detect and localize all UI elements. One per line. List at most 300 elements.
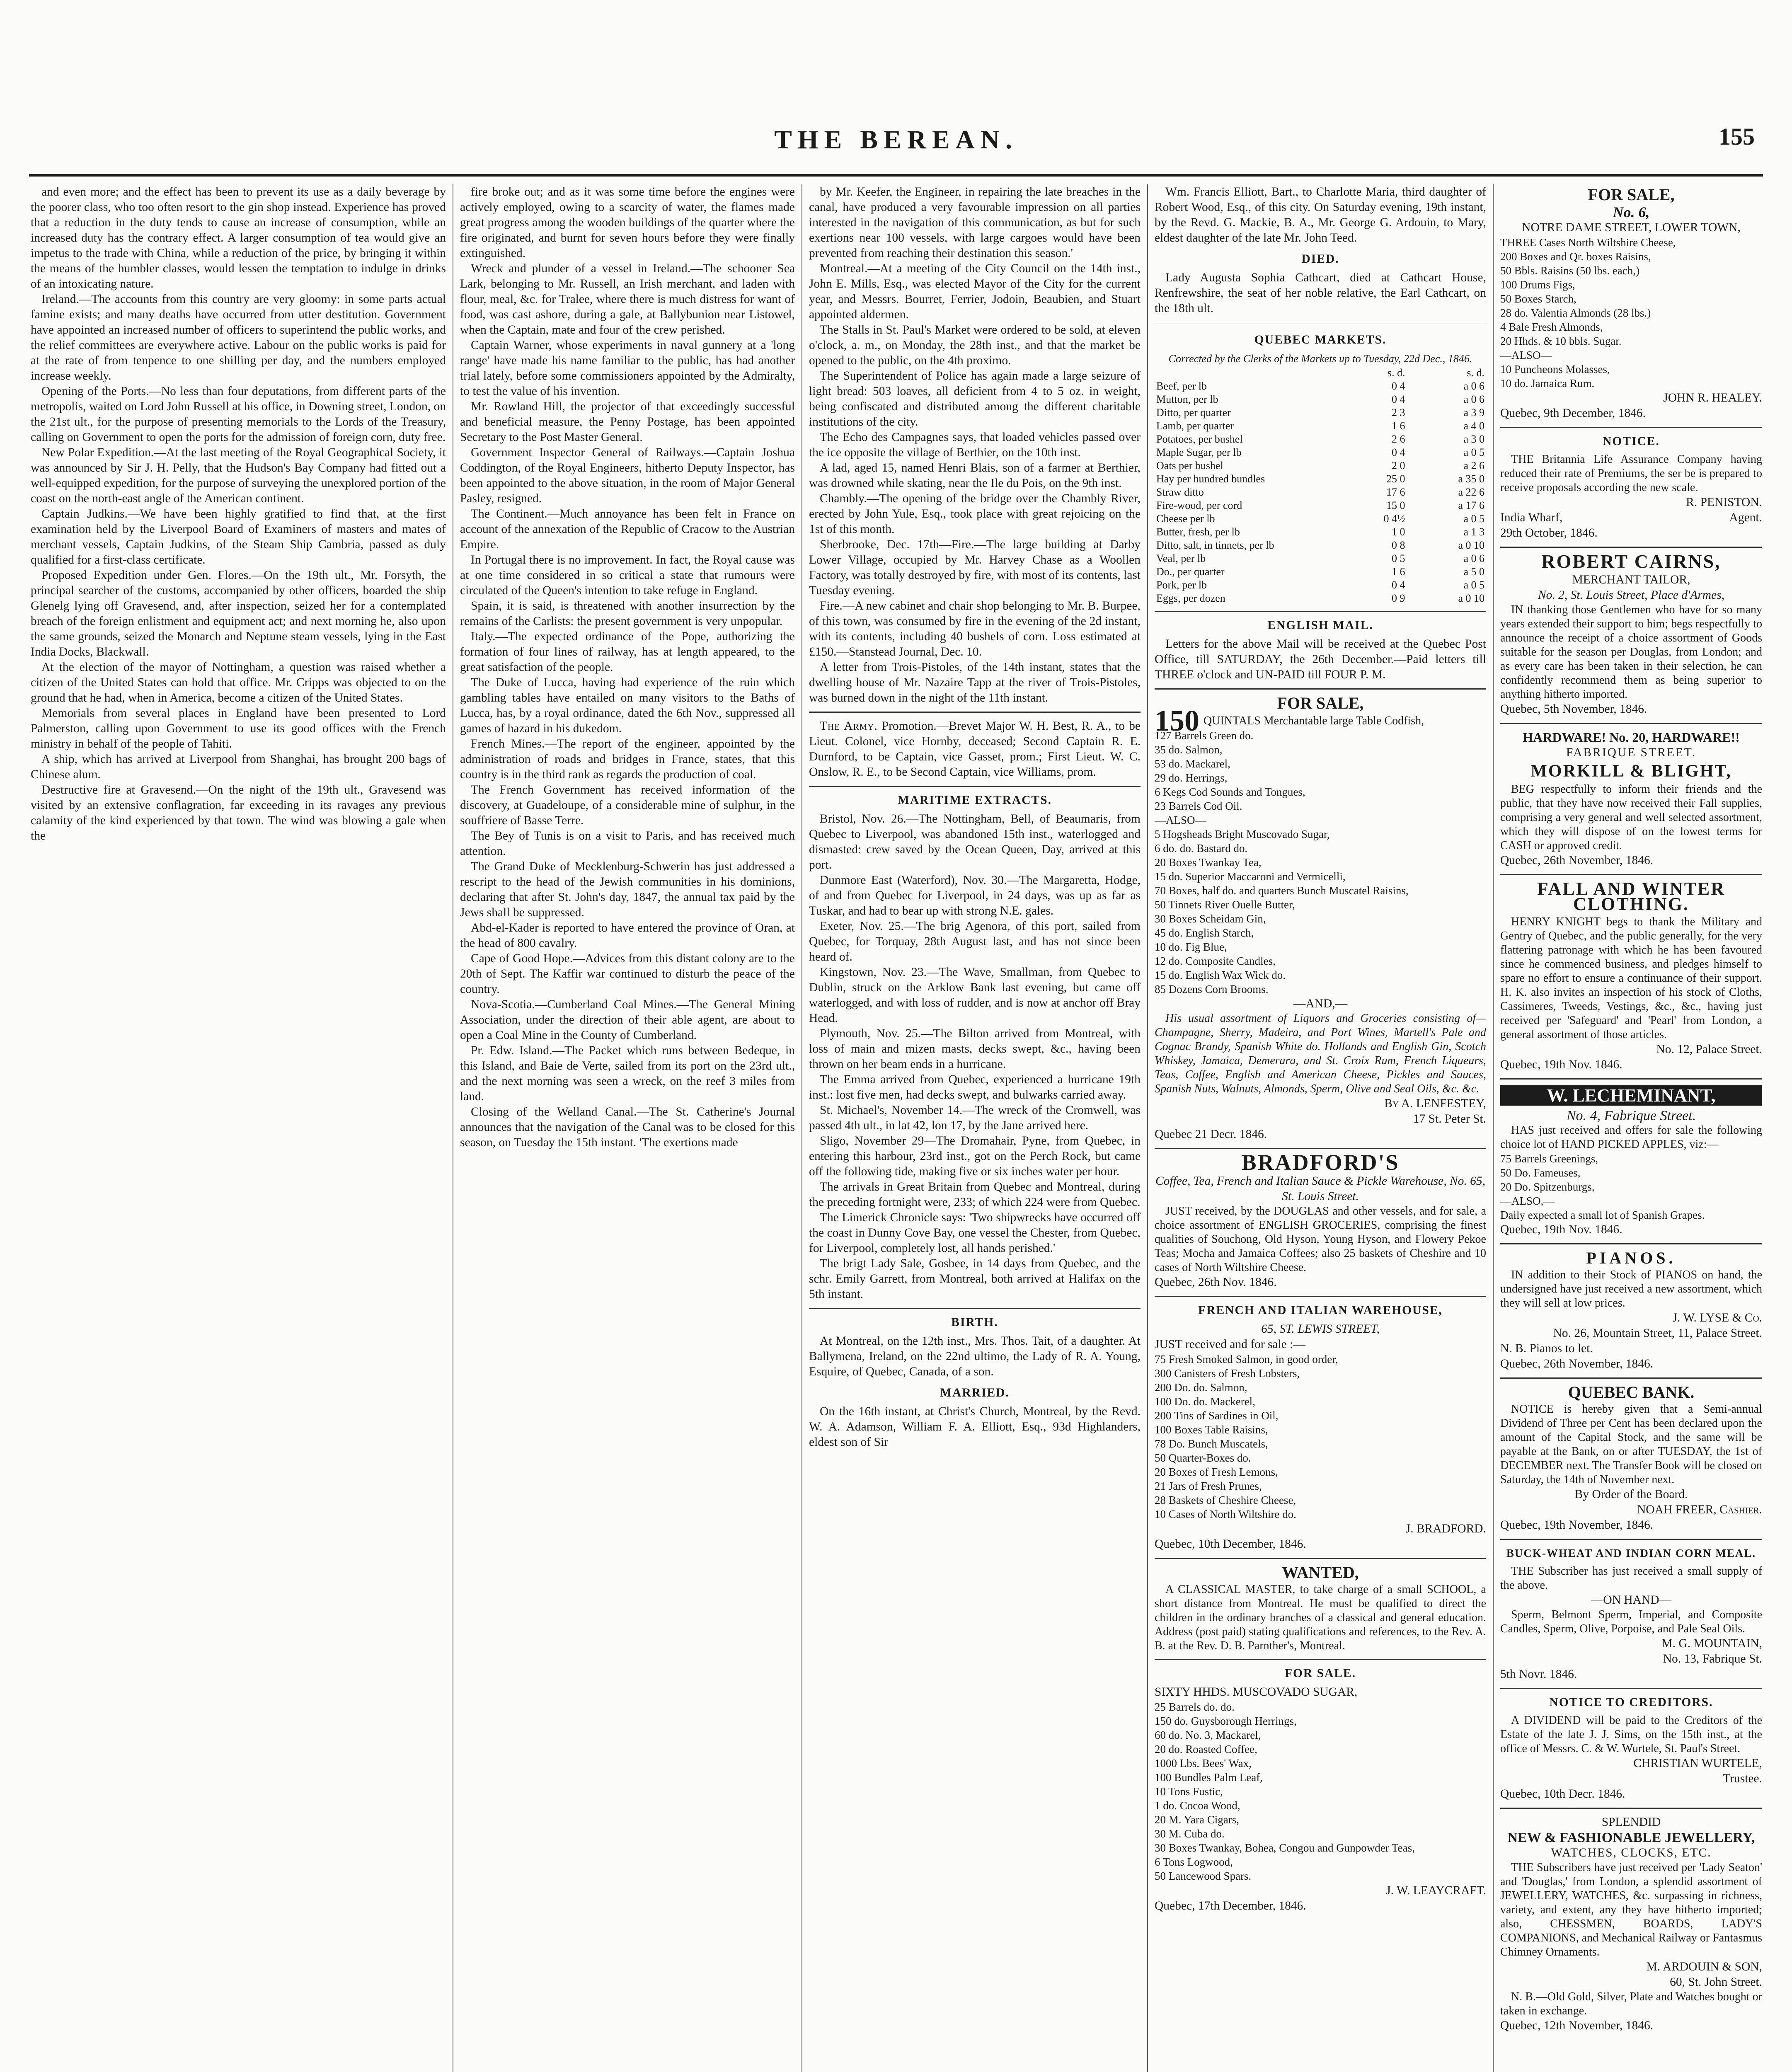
mail-text: Letters for the above Mail will be received at the Quebec Post Office, till SATURDAY, the 26th December.—Paid letters till THREE o'clock and UN-PAID till FOUR P. M. xyxy=(1155,637,1486,681)
died-title: DIED. xyxy=(1301,252,1339,266)
buckwheat-subtitle: —ON HAND— xyxy=(1591,1593,1672,1607)
section-rule xyxy=(1155,1148,1486,1149)
forsale-tail: His usual assortment of Liquors and Groceries consisting of— Champagne, Sherry, Madeira, and Port Wines, Martell's Pale and Cognac Brandy, Spanish White do. Hollands and English Gin, Scotch Whiskey, Jamaica, Demerara, and St. Croix Rum, French Liqueurs, Teas, Coffee, English and American Cheese, Pickles and Sauces, Spanish Nuts, Walnuts, Almonds, Sperm, Olive and Seal Oils, &c. &c. xyxy=(1155,1012,1486,1095)
army-notice: The Army. Promotion.—Brevet Major W. H. Best, R. A., to be Lieut. Colonel, vice Hornby, deceased; Second Captain R. E. Durnford, to be Captain, vice Gasset, prom.; First Lieut. W. C. Onslow, R. E., to be Second Captain, vice Williams, prom. xyxy=(809,719,1141,779)
article-paragraph: Memorials from several places in England have been presented to Lord Palmerston, calling upon Government to use its good offices with the French ministry in behalf of the people of Tahiti. xyxy=(31,707,446,750)
section-rule xyxy=(1155,1296,1486,1297)
article-paragraph: Destructive fire at Gravesend.—On the night of the 19th ult., Gravesend was visited by an extensive conflagration, far exceeding in its ravages any previous calamity of the kind experienced by that town. The wind was blowing a gale when the xyxy=(31,783,446,842)
bank-text: NOTICE is hereby given that a Semi-annual Dividend of Three per Cent has been declared upon the amount of the Capital Stock, and the same will be payable at the Bank, on or after TUESDAY, the 1st of DECEMBER next. The Transfer Book will be closed on Saturday, the 14th of November next. xyxy=(1500,1403,1762,1486)
market-price: 0 4 xyxy=(1392,393,1405,405)
maritime-paragraph: Kingstown, Nov. 23.—The Wave, Smallman, from Quebec to Dublin, struck on the Arklow Bank last evening, but came off waterlogged, and with loss of rudder, and is now at anchor off Bray Head. xyxy=(809,966,1141,1025)
market-price: a 0 5 xyxy=(1463,579,1484,591)
article-paragraph: The Superintendent of Police has again made a large seizure of light bread: 503 loaves, all deficient from 4 to 5 oz. in weight, being confiscated and distributed among the different charitable institutions of the city. xyxy=(809,369,1141,428)
maritime-paragraph: Bristol, Nov. 26.—The Nottingham, Bell, of Beaumaris, from Quebec to Liverpool, was abandoned 15th inst., waterlogged and dismasted: crew saved by the Ocean Queen, Day, arrived at this port. xyxy=(809,812,1141,871)
creditors-title: NOTICE TO CREDITORS. xyxy=(1549,1696,1713,1709)
market-price: a 0 5 xyxy=(1463,513,1484,525)
forsale-item: 15 do. Superior Maccaroni and Vermicelli, xyxy=(1155,870,1346,883)
market-price: a 5 0 xyxy=(1463,566,1484,578)
market-price: 17 6 xyxy=(1386,486,1405,498)
bank-signature: NOAH FREER, Cashier. xyxy=(1637,1503,1762,1516)
sugar-date: Quebec, 17th December, 1846. xyxy=(1155,1899,1306,1912)
buckwheat-title: BUCK-WHEAT AND INDIAN CORN MEAL. xyxy=(1506,1547,1756,1559)
sugar-title: FOR SALE. xyxy=(1284,1667,1356,1680)
article-paragraph: Chambly.—The opening of the bridge over the Chambly River, erected by John Yule, Esq., took place with great rejoicing on the 1st of this month. xyxy=(809,492,1141,536)
article-paragraph: Nova-Scotia.—Cumberland Coal Mines.—The General Mining Association, under the direction of their able agent, are about to open a Coal Mine in the County of Cumberland. xyxy=(460,998,795,1042)
market-row xyxy=(1155,380,1486,393)
french-warehouse-list xyxy=(1155,1352,1486,1521)
section-rule xyxy=(1500,1078,1762,1080)
forsale-title: FOR SALE, xyxy=(1277,694,1364,712)
cairns-title: ROBERT CAIRNS, xyxy=(1541,551,1721,572)
lecheminant-date: Quebec, 19th Nov. 1846. xyxy=(1500,1223,1622,1236)
buckwheat-items: Sperm, Belmont Sperm, Imperial, and Composite Candles, Sperm, Olive, Porpoise, and Pale Seal Oils. xyxy=(1500,1608,1762,1635)
no6-signature: JOHN R. HEALEY. xyxy=(1663,391,1762,404)
forsale-address: 17 St. Peter St. xyxy=(1413,1112,1486,1126)
article-paragraph: The Echo des Campagnes says, that loaded vehicles passed over the ice opposite the village of Berthier, on the 10th inst. xyxy=(809,431,1141,459)
forsale-lead-number: 150 xyxy=(1155,704,1199,737)
wanted-text: A CLASSICAL MASTER, to take charge of a small SCHOOL, a short distance from Montreal. He must be qualified to direct the children in the ordinary branches of a classical and general education. Address (post paid) stating qualifications and references, to the Rev. A. B. at the Rev. D. B. Parnther's, Montreal. xyxy=(1155,1583,1486,1652)
wanted-title: WANTED, xyxy=(1282,1563,1359,1582)
market-row xyxy=(1155,565,1486,579)
market-row xyxy=(1155,579,1486,592)
section-rule xyxy=(1155,323,1486,326)
sugar-item: 20 do. Roasted Coffee, xyxy=(1155,1743,1257,1755)
lecheminant-item: 75 Barrels Greenings, xyxy=(1500,1152,1598,1165)
market-price: 15 0 xyxy=(1386,499,1405,511)
market-price: 0 4 xyxy=(1392,579,1405,591)
forsale-item: 70 Boxes, half do. and quarters Bunch Muscatel Raisins, xyxy=(1155,884,1409,897)
sugar-item: 20 M. Yara Cigars, xyxy=(1155,1813,1240,1826)
pianos-text: IN addition to their Stock of PIANOS on hand, the undersigned have just received a new assortment, which they will sell at low prices. xyxy=(1500,1268,1762,1310)
market-item: Cheese per lb xyxy=(1156,513,1215,525)
forsale-list xyxy=(1155,729,1486,996)
birth-title: BIRTH. xyxy=(951,1316,998,1329)
sugar-lead: SIXTY HHDS. MUSCOVADO SUGAR, xyxy=(1155,1685,1358,1699)
bradford-date: Quebec, 26th Nov. 1846. xyxy=(1155,1276,1277,1289)
forsale-signature: By A. LENFESTEY, xyxy=(1384,1097,1486,1110)
lecheminant-text: HAS just received and offers for sale the following choice lot of HAND PICKED APPLES, viz:— xyxy=(1500,1124,1762,1151)
sugar-item: 30 Boxes Twankay, Bohea, Congou and Gunpowder Teas, xyxy=(1155,1842,1415,1854)
market-row xyxy=(1155,512,1486,525)
no6-item: 100 Drums Figs, xyxy=(1500,278,1575,291)
article-paragraph: Proposed Expedition under Gen. Flores.—On the 19th ult., Mr. Forsyth, the principal searcher of the customs, accompanied by other officers, boarded the ship Glenelg lying off Gravesend, and, after inspection, seized her for a contemplated breach of the foreign enlistment and equipment act; and next morning he, also upon the same grounds, seized the Monarch and Neptune steam vessels, lying in the East India Docks, Blackwall. xyxy=(31,569,446,658)
pianos-signature: J. W. LYSE & Co. xyxy=(1672,1311,1762,1324)
section-rule xyxy=(1500,1377,1762,1379)
fall-date: Quebec, 19th Nov. 1846. xyxy=(1500,1058,1622,1071)
hardware-subtitle: FABRIQUE STREET. xyxy=(1566,746,1697,759)
markets-table xyxy=(1155,366,1486,605)
section-rule xyxy=(1500,547,1762,548)
cairns-date: Quebec, 5th November, 1846. xyxy=(1500,702,1647,716)
market-price: 25 0 xyxy=(1386,473,1405,485)
pianos-address: No. 26, Mountain Street, 11, Palace Street. xyxy=(1553,1326,1762,1340)
column-divider xyxy=(1147,184,1148,2072)
cairns-subtitle: MERCHANT TAILOR, xyxy=(1572,573,1690,586)
creditors-signature: CHRISTIAN WURTELE, xyxy=(1633,1757,1762,1770)
jewellery-note: N. B.—Old Gold, Silver, Plate and Watches bought or taken in exchange. xyxy=(1500,1990,1762,2017)
article-paragraph: Closing of the Welland Canal.—The St. Catherine's Journal announces that the navigation of the Canal was to be closed for this season, on Tuesday the 15th instant. 'The exertions made xyxy=(460,1105,795,1149)
forsale-item: 20 Boxes Twankay Tea, xyxy=(1155,856,1262,869)
market-item: Hay per hundred bundles xyxy=(1156,473,1265,485)
maritime-title: MARITIME EXTRACTS. xyxy=(897,794,1052,807)
forsale-item: 85 Dozens Corn Brooms. xyxy=(1155,983,1269,995)
sugar-item: 100 Bundles Palm Leaf, xyxy=(1155,1771,1263,1784)
morkill-date: Quebec, 26th November, 1846. xyxy=(1500,854,1654,867)
fall-title: FALL AND WINTER CLOTHING. xyxy=(1537,879,1726,914)
jewellery-date: Quebec, 12th November, 1846. xyxy=(1500,2019,1654,2032)
section-rule xyxy=(1155,688,1486,690)
article-paragraph: The French Government has received information of the discovery, at Guadeloupe, of a considerable mine of sulphur, in the souffriere of Basse Terre. xyxy=(460,783,795,827)
market-row xyxy=(1155,446,1486,459)
column-4 xyxy=(1149,184,1492,2072)
market-item: Fire-wood, per cord xyxy=(1156,499,1242,511)
market-price: 0 4½ xyxy=(1383,513,1405,525)
article-paragraph: New Polar Expedition.—At the last meeting of the Royal Geographical Society, it was announced by Sir J. H. Pelly, that the Hudson's Bay Company had fitted out a well-equipped expedition, for the purpose of surveying the unexplored portion of the coast on the north-east angle of the American continent. xyxy=(31,446,446,505)
forsale-item: —ALSO— xyxy=(1155,814,1206,826)
markets-subtitle: Corrected by the Clerks of the Markets up to Tuesday, 22d Dec., 1846. xyxy=(1168,353,1472,365)
market-price: 0 4 xyxy=(1392,446,1405,458)
no6-item: 4 Bale Fresh Almonds, xyxy=(1500,321,1603,333)
lecheminant-item: —ALSO,— xyxy=(1500,1195,1555,1207)
market-price: a 17 6 xyxy=(1458,499,1484,511)
market-row xyxy=(1155,499,1486,512)
french-warehouse-address: 65, ST. LEWIS STREET, xyxy=(1261,1322,1380,1336)
market-price: 2 6 xyxy=(1392,433,1405,445)
column-2 xyxy=(454,184,801,2072)
no6-item: —ALSO— xyxy=(1500,349,1552,361)
french-warehouse-item: 200 Do. do. Salmon, xyxy=(1155,1381,1247,1394)
jewellery-text: THE Subscribers have just received per 'Lady Seaton' and 'Douglas,' from London, a splendid assortment of JEWELLERY, WATCHES, &c. surpassing in richness, variety, and extent, any they have hitherto imported; also, CHESSMEN, BOARDS, LADY'S COMPANIONS, and Mechanical Railway or Fantasmus Chimney Ornaments. xyxy=(1500,1861,1763,1958)
no6-item: 200 Boxes and Qr. boxes Raisins, xyxy=(1500,250,1651,263)
french-warehouse-title: FRENCH AND ITALIAN WAREHOUSE, xyxy=(1198,1304,1443,1317)
article-paragraph: Mr. Rowland Hill, the projector of that exceedingly successful and beneficial measure, the Penny Postage, has been appointed Secretary to the Post Master General. xyxy=(460,400,795,444)
article-paragraph: Fire.—A new cabinet and chair shop belonging to Mr. B. Burpee, of this town, was consumed by fire in the evening of the 2d instant, with its contents, including 40 bushels of corn. Loss estimated at £150.—Stanstead Journal, Dec. 10. xyxy=(809,599,1141,658)
markets-col-head: s. d. xyxy=(1387,367,1405,379)
article-paragraph: Pr. Edw. Island.—The Packet which runs between Bedeque, in this Island, and Baie de Verte, sailed from its port on the 23rd ult., and the next morning was seen a wreck, on the reef 3 miles from land. xyxy=(460,1044,795,1103)
french-warehouse-signature: J. BRADFORD. xyxy=(1405,1522,1486,1535)
section-rule xyxy=(1155,1558,1486,1559)
article-paragraph: A letter from Trois-Pistoles, of the 14th instant, states that the dwelling house of Mr. Nazaire Tapp at the river of Trois-Pistoles, was burned down in the night of the 11th instant. xyxy=(809,661,1141,704)
no6-title: FOR SALE, xyxy=(1588,185,1675,204)
french-warehouse-item: 78 Do. Bunch Muscatels, xyxy=(1155,1438,1268,1450)
market-price: a 4 0 xyxy=(1463,420,1484,432)
article-paragraph: A ship, which has arrived at Liverpool from Shanghai, has brought 200 bags of Chinese alum. xyxy=(31,753,446,781)
forsale-item: 23 Barrels Cod Oil. xyxy=(1155,800,1242,812)
market-item: Maple Sugar, per lb xyxy=(1156,446,1242,458)
no6-item: 10 Puncheons Molasses, xyxy=(1500,363,1610,375)
forsale-item: 50 Tinnets River Ouelle Butter, xyxy=(1155,898,1295,911)
page-number: 155 xyxy=(1719,123,1755,150)
market-item: Do., per quarter xyxy=(1156,566,1225,578)
market-row xyxy=(1155,486,1486,499)
forsale-item: 127 Barrels Green do. xyxy=(1155,729,1254,742)
column-1 xyxy=(25,184,452,2072)
market-item: Potatoes, per bushel xyxy=(1156,433,1243,445)
maritime-paragraph: The arrivals in Great Britain from Quebec and Montreal, during the preceding fortnight were, 233; of which 224 were from Quebec. xyxy=(809,1180,1141,1209)
market-price: a 0 10 xyxy=(1458,539,1484,551)
notice-signature: R. PENISTON. xyxy=(1686,496,1762,509)
maritime-paragraph: The brigt Lady Sale, Gosbee, in 14 days from Quebec, and the schr. Emily Garrett, from Montreal, both arrived at Halifax on the 5th instant. xyxy=(809,1257,1141,1301)
bank-order: By Order of the Board. xyxy=(1574,1488,1688,1501)
market-price: 0 9 xyxy=(1392,592,1405,604)
section-rule xyxy=(1500,874,1762,875)
married-continued: Wm. Francis Elliott, Bart., to Charlotte Maria, third daughter of Robert Wood, Esq., of this city. On Saturday evening, 19th instant, by the Revd. G. Mackie, B. A., Mr. George G. Ardouin, to Mary, eldest daughter of the late Mr. John Teed. xyxy=(1155,185,1486,244)
article-paragraph: Ireland.—The accounts from this country are very gloomy: in some parts actual famine exists; and many deaths have occurred from utter destitution. Government have appointed an increased number of officers to superintend the public works, and the relief committees are everywhere active. Labour on the public works is paid for at the rate of from tenpence to one shilling per day, and the numbers employed increase weekly. xyxy=(31,293,446,382)
married-text: On the 16th instant, at Christ's Church, Montreal, by the Revd. W. A. Adamson, William F. A. Elliott, Esq., 93d Highlanders, eldest son of Sir xyxy=(809,1405,1141,1449)
article-paragraph: Montreal.—At a meeting of the City Council on the 14th inst., John E. Mills, Esq., was elected Mayor of the City for the current year, and Messrs. Bourret, Ferrier, Jodoin, Beaubien, and Stuart appointed aldermen. xyxy=(809,262,1141,321)
notice-place: India Wharf, xyxy=(1500,511,1563,524)
no6-address: NOTRE DAME STREET, LOWER TOWN, xyxy=(1522,221,1741,234)
article-paragraph: A lad, aged 15, named Henri Blais, son of a farmer at Berthier, was drowned while skating, near the Ile du Pois, on the 9th inst. xyxy=(809,461,1141,490)
notice-title: NOTICE. xyxy=(1603,435,1660,448)
maritime-paragraph: Sligo, November 29—The Dromahair, Pyne, from Quebec, in entering this harbour, 23rd inst., got on the Perch Rock, but came off the following tide, making five or six inches water per hour. xyxy=(809,1134,1141,1178)
notice-date: 29th October, 1846. xyxy=(1500,526,1598,540)
french-warehouse-item: 300 Canisters of Fresh Lobsters, xyxy=(1155,1367,1300,1380)
market-row xyxy=(1155,472,1486,486)
sugar-item: 1000 Lbs. Bees' Wax, xyxy=(1155,1757,1252,1769)
mail-title: ENGLISH MAIL. xyxy=(1267,619,1373,632)
markets-header-row xyxy=(1155,366,1486,380)
section-rule xyxy=(809,712,1141,713)
jewellery-subtitle: WATCHES, CLOCKS, ETC. xyxy=(1551,1846,1712,1859)
section-rule xyxy=(1500,1808,1762,1809)
fall-text: HENRY KNIGHT begs to thank the Military and Gentry of Quebec, and the public generally, for the very flattering patronage with which he has been favoured since he commenced business, and pledges himself to spare no effort to ensure a continuance of their support. H. K. also invites an inspection of his stock of Cloths, Cassimeres, Tweeds, Vestings, &c., &c., having just received per 'Safeguard' and 'Pearl' from London, a general assortment of those articles. xyxy=(1500,915,1762,1041)
section-rule xyxy=(1155,1659,1486,1660)
market-row xyxy=(1155,539,1486,552)
french-warehouse-item: 20 Boxes of Fresh Lemons, xyxy=(1155,1466,1278,1478)
section-rule xyxy=(809,1308,1141,1309)
article-paragraph: At the election of the mayor of Nottingham, a question was raised whether a citizen of the United States can hold that office. Mr. Cripps was objected to on the ground that he had, when in America, become a citizen of the United States. xyxy=(31,661,446,704)
maritime-paragraph: Plymouth, Nov. 25.—The Bilton arrived from Montreal, with loss of main and mizen masts, decks swept, &c., having been thrown on her beam ends in a hurricane. xyxy=(809,1027,1141,1071)
article-paragraph: French Mines.—The report of the engineer, appointed by the administration of roads and bridges in France, states, that this country is in the third rank as regards the production of coal. xyxy=(460,737,795,781)
section-rule xyxy=(809,786,1141,787)
article-paragraph: and even more; and the effect has been to prevent its use as a daily beverage by the poorer class, who too often resort to the gin shop instead. Experience has proved that a reduction in the duty tends to cause an increase of consumption, while an increased duty has the contrary effect. A larger consumption of tea would give an impetus to the trade with China, while a reduction of the price, by bringing it within the means of the humbler classes, would lessen the temptation to indulge in drinks of an intoxicating nature. xyxy=(31,185,446,290)
creditors-text: A DIVIDEND will be paid to the Creditors of the Estate of the late J. J. Sims, on the 15th inst., at the office of Messrs. C. & W. Wurtele, St. Paul's Street. xyxy=(1500,1714,1762,1755)
forsale-item: 30 Boxes Scheidam Gin, xyxy=(1155,913,1266,925)
market-price: a 22 6 xyxy=(1458,486,1484,498)
section-rule xyxy=(1500,1243,1762,1244)
french-warehouse-item: 50 Quarter-Boxes do. xyxy=(1155,1452,1251,1464)
buckwheat-text: THE Subscriber has just received a small supply of the above. xyxy=(1500,1565,1762,1592)
morkill-text: BEG respectfully to inform their friends and the public, that they have now received their Fall supplies, comprising a very general and well selected assortment, which they will dispose of on the lowest terms for CASH or approved credit. xyxy=(1500,783,1762,852)
bradford-subtitle: Coffee, Tea, French and Italian Sauce & Pickle Warehouse, No. 65, St. Louis Street. xyxy=(1155,1174,1486,1203)
column-5 xyxy=(1494,184,1768,2072)
no6-number: No. 6, xyxy=(1613,204,1650,220)
forsale-item: 6 Kegs Cod Sounds and Tongues, xyxy=(1155,786,1305,798)
french-warehouse-item: 100 Do. do. Mackerel, xyxy=(1155,1395,1255,1408)
forsale-lead-text: QUINTALS Merchantable large Table Codfish, xyxy=(1204,714,1424,727)
french-warehouse-date: Quebec, 10th December, 1846. xyxy=(1155,1537,1306,1551)
market-price: a 1 3 xyxy=(1463,526,1484,538)
birth-text: At Montreal, on the 12th inst., Mrs. Thos. Tait, of a daughter. At Ballymena, Ireland, on the 22nd ultimo, the Lady of R. A. Young, Esquire, of Quebec, Canada, of a son. xyxy=(809,1334,1141,1378)
buckwheat-signature: M. G. MOUNTAIN, xyxy=(1661,1637,1762,1650)
masthead-title: THE BEREAN. xyxy=(774,125,1018,154)
market-row xyxy=(1155,552,1486,565)
market-price: 1 6 xyxy=(1392,566,1405,578)
market-price: a 0 6 xyxy=(1463,552,1484,564)
market-row xyxy=(1155,459,1486,472)
married-title: MARRIED. xyxy=(940,1386,1010,1399)
article-paragraph: The Stalls in St. Paul's Market were ordered to be sold, at eleven o'clock, a. m., on Monday, the 28th inst., and that the market be opened to the public, on the 4th proximo. xyxy=(809,323,1141,367)
market-item: Ditto, per quarter xyxy=(1156,407,1231,419)
article-paragraph: Government Inspector General of Railways.—Captain Joshua Coddington, of the Royal Engineers, hitherto Deputy Inspector, has been appointed to the above situation, in the room of Major General Pasley, resigned. xyxy=(460,446,795,505)
cairns-text: IN thanking those Gentlemen who have for so many years extended their support to him; begs respectfully to announce the receipt of a choice assortment of Goods suitable for the season per Douglas, from London; and as every care has been taken in their selection, he can confidently recommend them as being superior to anything hitherto imported. xyxy=(1500,603,1762,701)
market-row xyxy=(1155,406,1486,419)
maritime-paragraph: The Limerick Chronicle says: 'Two shipwrecks have occurred off the coast in Dunny Cove Bay, one vessel the Chester, from Quebec, for Liverpool, completely lost, all hands perished.' xyxy=(809,1211,1141,1255)
market-price: a 0 10 xyxy=(1458,592,1484,604)
french-warehouse-item: 28 Baskets of Cheshire Cheese, xyxy=(1155,1494,1296,1506)
forsale-item: 12 do. Composite Candles, xyxy=(1155,955,1276,967)
market-item: Straw ditto xyxy=(1156,486,1204,498)
market-price: 0 4 xyxy=(1392,380,1405,392)
jewellery-address: 60, St. John Street. xyxy=(1670,1975,1762,1989)
market-price: 1 0 xyxy=(1392,526,1405,538)
no6-item: 20 Hhds. & 10 bbls. Sugar. xyxy=(1500,335,1622,347)
market-item: Veal, per lb xyxy=(1156,552,1206,564)
forsale-item: 15 do. English Wax Wick do. xyxy=(1155,969,1286,981)
jewellery-title: NEW & FASHIONABLE JEWELLERY, xyxy=(1507,1830,1755,1845)
article-paragraph: by Mr. Keefer, the Engineer, in repairing the late breaches in the canal, have produced a very favourable impression on all parties interested in the navigation of this communication, as but for such exertions near 100 vessels, with large cargoes would have been prevented from reaching their destination this season.' xyxy=(809,185,1141,260)
market-item: Mutton, per lb xyxy=(1156,393,1218,405)
french-warehouse-item: 100 Boxes Table Raisins, xyxy=(1155,1423,1268,1436)
article-paragraph: The Duke of Lucca, having had experience of the ruin which gambling tables have entailed on many visitors to the Baths of Lucca, has, by a royal ordinance, dated the 6th Nov., suppressed all games of hazard in his dukedom. xyxy=(460,676,795,735)
no6-item: 10 do. Jamaica Rum. xyxy=(1500,377,1595,390)
article-paragraph: Opening of the Ports.—No less than four deputations, from different parts of the metropolis, waited on Lord John Russell at his office, in Downing street, London, on the 21st ult., for the purpose of presenting memorials to the Lords of the Treasury, calling on Government to open the ports for the admission of foreign corn, duty free. xyxy=(31,385,446,444)
article-paragraph: The Grand Duke of Mecklenburg-Schwerin has just addressed a rescript to the head of the Jewish communities in his dominions, declaring that after St. John's day, 1847, the annual tax paid by the Jews shall be suppressed. xyxy=(460,860,795,919)
article-paragraph: Captain Warner, whose experiments in naval gunnery at a 'long range' have made his name familiar to the public, has had another trial lately, before some commissioners appointed by the Admiralty, to test the value of his invention. xyxy=(460,339,795,398)
lecheminant-item: Daily expected a small lot of Spanish Grapes. xyxy=(1500,1209,1705,1221)
column-3 xyxy=(803,184,1146,2072)
markets-title: QUEBEC MARKETS. xyxy=(1254,333,1387,346)
sugar-item: 150 do. Guysborough Herrings, xyxy=(1155,1715,1297,1727)
maritime-paragraph: The Emma arrived from Quebec, experienced a hurricane 19th inst.: lost five men, had decks swept, and bulwarks carried away. xyxy=(809,1073,1141,1101)
sugar-item: 10 Tons Fustic, xyxy=(1155,1785,1223,1798)
pianos-note: N. B. Pianos to let. xyxy=(1500,1342,1593,1355)
market-row xyxy=(1155,525,1486,539)
forsale-item: 6 do. do. Bastard do. xyxy=(1155,842,1248,854)
article-paragraph: Wreck and plunder of a vessel in Ireland.—The schooner Sea Lark, belonging to Mr. Russell, an Irish merchant, and laden with flour, meal, &c. for Tralee, where there is much distress for want of food, was cast ashore, during a gale, at Ballybunion near Listowel, when the Captain, mate and four of the crew perished. xyxy=(460,262,795,336)
sugar-item: 30 M. Cuba do. xyxy=(1155,1828,1225,1840)
lecheminant-list xyxy=(1500,1152,1762,1222)
market-price: a 2 6 xyxy=(1463,460,1484,472)
forsale-item: 53 do. Mackarel, xyxy=(1155,758,1230,770)
forsale-item: 45 do. English Starch, xyxy=(1155,927,1254,939)
french-warehouse-lead: JUST received and for sale :— xyxy=(1155,1338,1305,1351)
lecheminant-address: No. 4, Fabrique Street. xyxy=(1566,1108,1696,1123)
sugar-list xyxy=(1155,1700,1486,1883)
sugar-item: 25 Barrels do. do. xyxy=(1155,1701,1235,1713)
market-row xyxy=(1155,592,1486,605)
creditors-role: Trustee. xyxy=(1723,1772,1762,1785)
french-warehouse-item: 10 Cases of North Wiltshire do. xyxy=(1155,1508,1296,1520)
article-paragraph: Cape of Good Hope.—Advices from this distant colony are to the 20th of Sept. The Kaffir war continued to disturb the peace of the country. xyxy=(460,952,795,996)
sugar-item: 60 do. No. 3, Mackarel, xyxy=(1155,1729,1261,1741)
notice-footer xyxy=(1500,510,1762,525)
section-rule xyxy=(1500,723,1762,724)
section-rule xyxy=(1155,611,1486,612)
maritime-paragraph: Exeter, Nov. 25.—The brig Agenora, of this port, sailed from Quebec, for Torquay, 28th August last, and has not since been heard of. xyxy=(809,920,1141,963)
article-paragraph: Captain Judkins.—We have been highly gratified to find that, at the first examination held by the Liverpool Board of Examiners of masters and mates of merchant vessels, Captain Judkins, of the Steam Ship Cambria, passed as duly qualified for a first-class certificate. xyxy=(31,507,446,566)
market-price: 1 6 xyxy=(1392,420,1405,432)
market-price: a 3 0 xyxy=(1463,433,1484,445)
market-item: Beef, per lb xyxy=(1156,380,1207,392)
no6-item: 50 Bbls. Raisins (50 lbs. each,) xyxy=(1500,264,1639,277)
forsale-item: 5 Hogsheads Bright Muscovado Sugar, xyxy=(1155,828,1330,840)
fall-address: No. 12, Palace Street. xyxy=(1656,1043,1762,1056)
markets-col-head: s. d. xyxy=(1467,367,1484,379)
bank-date: Quebec, 19th November, 1846. xyxy=(1500,1518,1654,1532)
forsale-item: 29 do. Herrings, xyxy=(1155,772,1228,784)
market-price: a 0 6 xyxy=(1463,393,1484,405)
morkill-title: MORKILL & BLIGHT, xyxy=(1530,762,1732,781)
market-item: Oats per bushel xyxy=(1156,460,1223,472)
jewellery-signature: M. ARDOUIN & SON, xyxy=(1646,1960,1762,1973)
maritime-paragraph: Dunmore East (Waterford), Nov. 30.—The Margaretta, Hodge, of and from Quebec for Liverpool, in 24 days, was up as far as Tuskar, and had to bear up with strong N.E. gales. xyxy=(809,874,1141,917)
no6-item: 28 do. Valentia Almonds (28 lbs.) xyxy=(1500,307,1651,319)
lecheminant-title: W. LECHEMINANT, xyxy=(1500,1085,1762,1106)
no6-date: Quebec, 9th December, 1846. xyxy=(1500,407,1646,420)
sugar-item: 1 do. Cocoa Wood, xyxy=(1155,1799,1240,1812)
market-item: Butter, fresh, per lb xyxy=(1156,526,1240,538)
market-row xyxy=(1155,393,1486,406)
forsale-and: —AND,— xyxy=(1293,997,1348,1010)
market-row xyxy=(1155,433,1486,446)
bank-title: QUEBEC BANK. xyxy=(1568,1383,1695,1402)
forsale-date: Quebec 21 Decr. 1846. xyxy=(1155,1128,1267,1141)
forsale-item: 35 do. Salmon, xyxy=(1155,743,1223,756)
article-paragraph: In Portugal there is no improvement. In fact, the Royal cause was at one time considered in so critical a state that rumours were circulated of the Queen's intention to take refuge in England. xyxy=(460,553,795,597)
bradford-title: BRADFORD'S xyxy=(1241,1150,1400,1175)
article-paragraph: fire broke out; and as it was some time before the engines were actively employed, owing to a scarcity of water, the flames made great progress among the wooden buildings of the quarter where the fire originated, and burnt for seven hours before they were finally extinguished. xyxy=(460,185,795,260)
market-price: 2 3 xyxy=(1392,407,1405,419)
article-paragraph: Sherbrooke, Dec. 17th—Fire.—The large building at Darby Lower Village, occupied by Mr. Harvey Chase as a Woollen Factory, was totally destroyed by fire, with most of its contents, last Tuesday evening. xyxy=(809,538,1141,597)
sugar-item: 50 Lancewood Spars. xyxy=(1155,1870,1252,1882)
buckwheat-date: 5th Novr. 1846. xyxy=(1500,1668,1577,1681)
article-paragraph: Spain, it is said, is threatened with another insurrection by the remains of the Carlists: the present government is very unpopular. xyxy=(460,599,795,628)
section-rule xyxy=(1500,1539,1762,1540)
market-price: a 0 5 xyxy=(1463,446,1484,458)
lecheminant-item: 20 Do. Spitzenburgs, xyxy=(1500,1181,1595,1193)
market-price: a 35 0 xyxy=(1458,473,1484,485)
sugar-item: 6 Tons Logwood, xyxy=(1155,1856,1233,1868)
market-item: Eggs, per dozen xyxy=(1156,592,1225,604)
market-item: Lamb, per quarter xyxy=(1156,420,1234,432)
died-text: Lady Augusta Sophia Cathcart, died at Cathcart House, Renfrewshire, the seat of her noble relative, the Earl Cathcart, on the 18th ult. xyxy=(1155,271,1486,315)
article-paragraph: The Bey of Tunis is on a visit to Paris, and has received much attention. xyxy=(460,829,795,858)
maritime-paragraph: St. Michael's, November 14.—The wreck of the Cromwell, was passed 4th ult., in lat 42, lon 17, by the Jane arrived here. xyxy=(809,1104,1141,1132)
forsale-item: 10 do. Fig Blue, xyxy=(1155,941,1227,953)
column-divider xyxy=(1493,184,1494,2072)
pianos-date: Quebec, 26th November, 1846. xyxy=(1500,1357,1654,1370)
no6-item: THREE Cases North Wiltshire Cheese, xyxy=(1500,236,1676,249)
article-paragraph: The Continent.—Much annoyance has been felt in France on account of the annexation of the Republic of Cracow to the Austrian Empire. xyxy=(460,507,795,551)
section-rule xyxy=(1500,1688,1762,1689)
market-row xyxy=(1155,419,1486,433)
hardware-title: HARDWARE! No. 20, HARDWARE!! xyxy=(1523,730,1740,745)
lecheminant-item: 50 Do. Fameuses, xyxy=(1500,1167,1581,1179)
cairns-address: No. 2, St. Louis Street, Place d'Armes, xyxy=(1538,588,1725,602)
article-paragraph: Italy.—The expected ordinance of the Pope, authorizing the formation of four lines of railway, has at length appeared, to the great satisfaction of the people. xyxy=(460,630,795,674)
bradford-text: JUST received, by the DOUGLAS and other vessels, and for sale, a choice assortment of ENGLISH GROCERIES, comprising the finest qualities of Souchong, Old Hyson, Young Hyson, and Flowery Pekoe Teas; Mocha and Jamaica Coffees; also 25 baskets of Cheshire and 10 cases of North Wiltshire Cheese. xyxy=(1155,1205,1486,1274)
no6-item: 50 Boxes Starch, xyxy=(1500,293,1576,305)
no6-list xyxy=(1500,235,1762,390)
market-price: 0 5 xyxy=(1392,552,1405,564)
jewellery-pre: SPLENDID xyxy=(1601,1815,1661,1829)
creditors-date: Quebec, 10th Decr. 1846. xyxy=(1500,1787,1625,1801)
market-price: 0 8 xyxy=(1392,539,1405,551)
notice-text: THE Britannia Life Assurance Company having reduced their rate of Premiums, the ser be is prepared to receive proposals according the new scale. xyxy=(1500,453,1762,494)
pianos-title: PIANOS. xyxy=(1586,1249,1676,1267)
